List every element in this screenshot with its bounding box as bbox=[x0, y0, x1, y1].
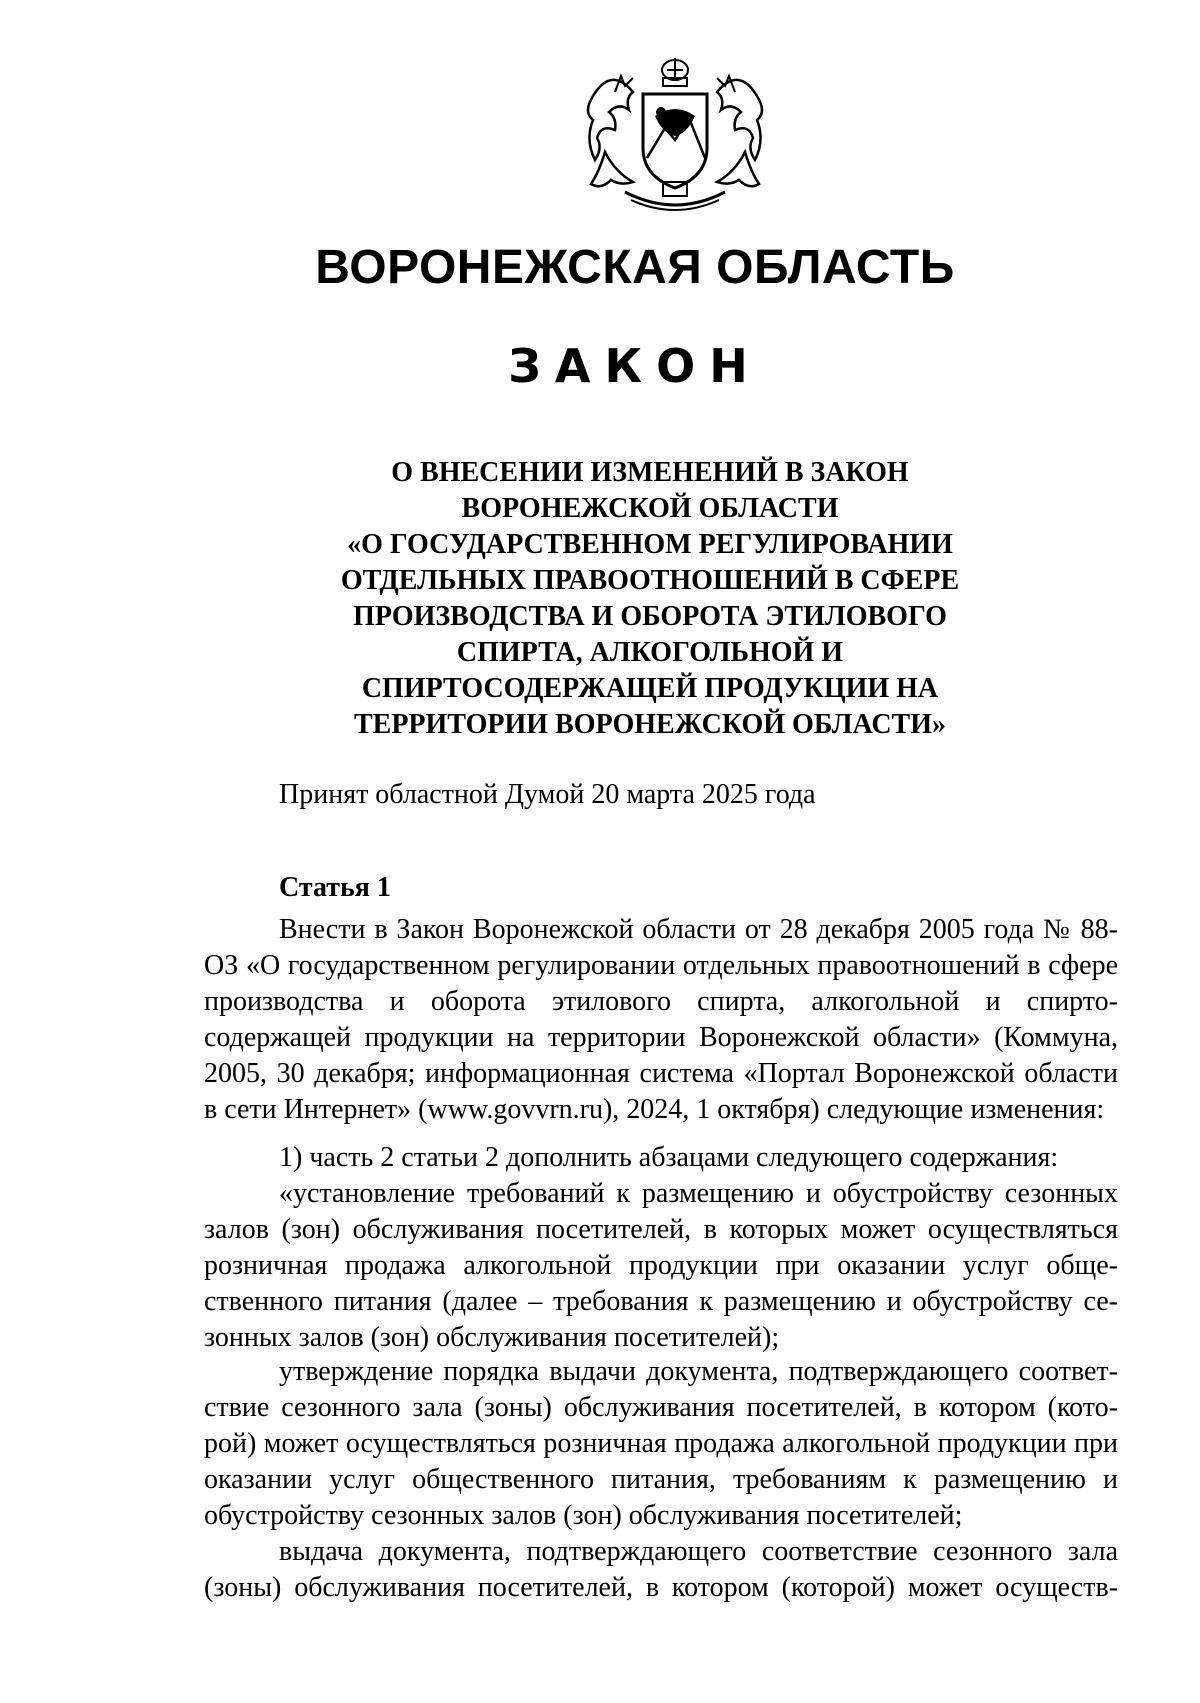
document-type-title: ЗАКОН bbox=[508, 339, 762, 393]
article-heading: Статья 1 bbox=[279, 872, 391, 903]
coat-of-arms-emblem bbox=[585, 56, 765, 214]
title-line: ТЕРРИТОРИИ ВОРОНЕЖСКОЙ ОБЛАСТИ» bbox=[353, 709, 947, 740]
adoption-line: Принят областной Думой 20 марта 2025 года bbox=[279, 779, 816, 810]
article-paragraph: 1) часть 2 статьи 2 дополнить абзацами следующего содержания: bbox=[279, 1142, 1059, 1173]
article-paragraph: выдача документа, подтверждающего соответствие сезонного зала (зоны) обслуживания посетителей, в котором (которой) может осуществ- bbox=[204, 1536, 1118, 1603]
title-line: ПРОИЗВОДСТВА И ОБОРОТА ЭТИЛОВОГО bbox=[353, 601, 947, 632]
law-subject-title bbox=[330, 455, 970, 743]
title-line: ВОРОНЕЖСКОЙ ОБЛАСТИ bbox=[461, 493, 839, 524]
region-title: ВОРОНЕЖСКАЯ ОБЛАСТЬ bbox=[315, 241, 955, 294]
title-line: СПИРТОСОДЕРЖАЩЕЙ ПРОДУКЦИИ НА bbox=[361, 673, 939, 704]
title-line: О ВНЕСЕНИИ ИЗМЕНЕНИЙ В ЗАКОН bbox=[391, 457, 909, 488]
article-paragraph: утверждение порядка выдачи документа, подтверждающего соответ-ствие сезонного зала (зоны) обслуживания посетителей, в котором (кото-рой) может осуществляться розничная продажа алкогольной продукции при оказании услуг общественного питания, требованиям к размещению и обустройству сезонных залов (зон) обслуживания посетителей; bbox=[204, 1356, 1118, 1531]
title-line: СПИРТА, АЛКОГОЛЬНОЙ И bbox=[456, 637, 844, 668]
title-line: ОТДЕЛЬНЫХ ПРАВООТНОШЕНИЙ В СФЕРЕ bbox=[340, 565, 960, 596]
title-line: «О ГОСУДАРСТВЕННОМ РЕГУЛИРОВАНИИ bbox=[347, 529, 953, 560]
article-paragraph: «установление требований к размещению и обустройству сезонных залов (зон) обслуживания посетителей, в которых может осуществляться розничная продажа алкогольной продукции при оказании услуг обще-ственного питания (далее – требования к размещению и обустройству се-зонных залов (зон) обслуживания посетителей); bbox=[204, 1178, 1118, 1353]
article-paragraph: Внести в Закон Воронежской области от 28 декабря 2005 года № 88-ОЗ «О государственном регулировании отдельных правоотношений в сфере производства и оборота этилового спирта, алкогольной и спирто-содержащей продукции на территории Воронежской области» (Коммуна, 2005, 30 декабря; информационная система «Портал Воронежской области в сети Интернет» (www.govvrn.ru), 2024, 1 октября) следующие изменения: bbox=[204, 914, 1118, 1125]
